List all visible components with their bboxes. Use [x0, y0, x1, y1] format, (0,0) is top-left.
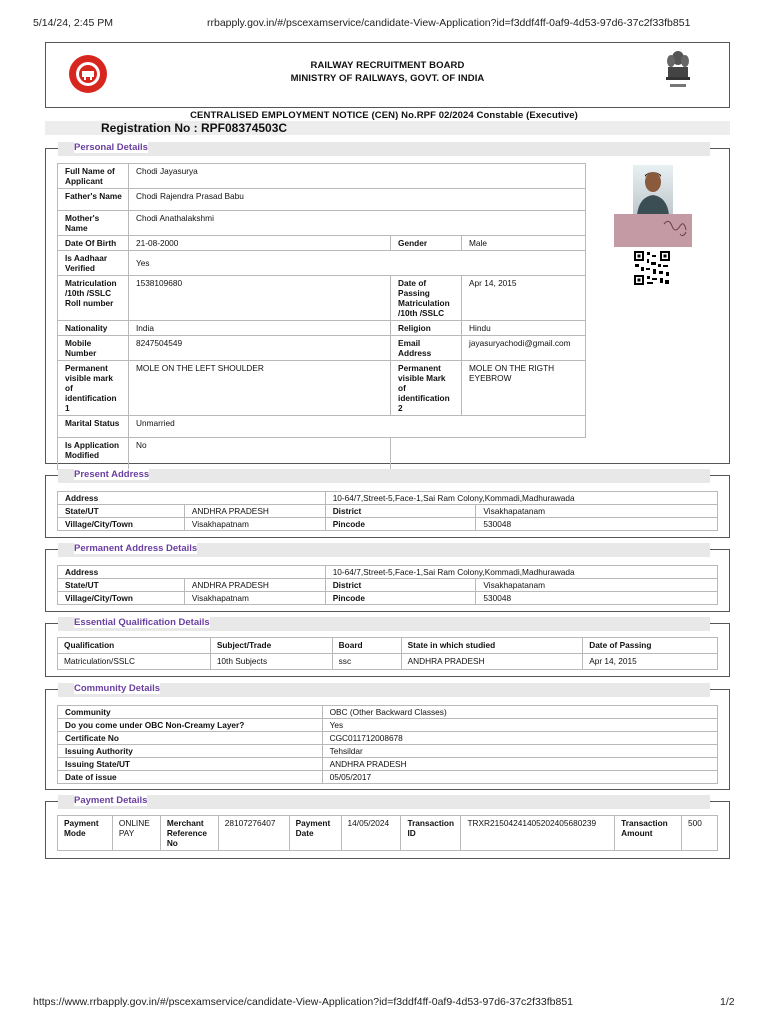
label-email: Email Address [391, 336, 462, 361]
gender-value: Male [462, 236, 586, 251]
label-dob: Date Of Birth [58, 236, 129, 251]
qual-header-board: Board [332, 638, 401, 654]
qualification-table [57, 637, 718, 670]
matric-roll-value: 1538109680 [128, 276, 390, 321]
person-photo-icon [633, 165, 673, 215]
mark1-value: MOLE ON THE LEFT SHOULDER [128, 361, 390, 416]
transaction-amount-value: 500 [682, 816, 718, 851]
label-certificate-no: Certificate No [58, 732, 323, 745]
applicant-photo [633, 165, 673, 215]
payment-title: Payment Details [74, 795, 148, 806]
aadhaar-value: Yes [128, 251, 585, 276]
mother-name-value: Chodi Anathalakshmi [128, 211, 585, 236]
payment-bar [58, 795, 710, 809]
payment-table [57, 815, 718, 851]
permanent-address-table [57, 565, 718, 605]
label-matric-roll: Matriculation /10th /SSLC Roll number [58, 276, 129, 321]
present-address-bar [58, 469, 710, 483]
label-present-city: Village/City/Town [58, 518, 185, 531]
present-address-value: 10-64/7,Street-5,Face-1,Sai Ram Colony,Kommadi,Madhurawada [325, 492, 717, 505]
present-pincode-value: 530048 [476, 518, 718, 531]
qual-value-qualification: Matriculation/SSLC [58, 654, 211, 670]
personal-table [57, 163, 586, 470]
label-issuing-authority: Issuing Authority [58, 745, 323, 758]
label-community: Community [58, 706, 323, 719]
qr-code-icon [633, 250, 671, 286]
personal-section-bar [58, 142, 710, 156]
qual-header-subject: Subject/Trade [210, 638, 332, 654]
print-url-top: rrbapply.gov.in/#/pscexamservice/candidate-View-Application?id=f3ddf4ff-0af9-4d53-97d6-37c2f33fb851 [207, 17, 691, 29]
label-permanent-city: Village/City/Town [58, 592, 185, 605]
ministry-name: MINISTRY OF RAILWAYS, GOVT. OF INDIA [290, 73, 485, 84]
qual-value-subject: 10th Subjects [210, 654, 332, 670]
label-gender: Gender [391, 236, 462, 251]
present-address-table [57, 491, 718, 531]
qual-header-date: Date of Passing [583, 638, 718, 654]
label-merchant-ref: Merchant Reference No [160, 816, 218, 851]
label-payment-date: Payment Date [289, 816, 341, 851]
permanent-pincode-value: 530048 [476, 592, 718, 605]
label-permanent-address: Address [58, 566, 326, 579]
father-name-value: Chodi Rajendra Prasad Babu [128, 189, 585, 211]
payment-mode-value: ONLINE PAY [112, 816, 160, 851]
dob-value: 21-08-2000 [128, 236, 390, 251]
merchant-ref-value: 28107276407 [218, 816, 289, 851]
permanent-city-value: Visakhapatnam [184, 592, 325, 605]
header-box [45, 42, 730, 108]
print-url-bottom: https://www.rrbapply.gov.in/#/pscexamservice/candidate-View-Application?id=f3ddf4ff-0af9-4d53-97d6-37c2f33fb851 [33, 996, 574, 1008]
community-table [57, 705, 718, 784]
signature-image [614, 214, 692, 247]
label-present-pincode: Pincode [325, 518, 476, 531]
label-transaction-amount: Transaction Amount [615, 816, 682, 851]
qualification-title: Essential Qualification Details [74, 617, 210, 628]
label-nationality: Nationality [58, 321, 129, 336]
transaction-id-value: TRXR2150424140520240568023​9 [461, 816, 615, 851]
label-mother-name: Mother's Name [58, 211, 129, 236]
present-city-value: Visakhapatnam [184, 518, 325, 531]
board-name: RAILWAY RECRUITMENT BOARD [310, 60, 465, 71]
permanent-district-value: Visakhapatanam [476, 579, 718, 592]
national-emblem-icon [664, 49, 692, 93]
qual-value-date: Apr 14, 2015 [583, 654, 718, 670]
nationality-value: India [128, 321, 390, 336]
full-name-value: Chodi Jayasurya [128, 164, 585, 189]
label-non-creamy: Do you come under OBC Non-Creamy Layer? [58, 719, 323, 732]
modified-value: No [128, 438, 390, 470]
label-mark1: Permanent visible mark of identification 1 [58, 361, 129, 416]
qual-value-board: ssc [332, 654, 401, 670]
label-modified: Is Application Modified [58, 438, 129, 470]
marital-value: Unmarried [128, 416, 585, 438]
date-of-issue-value: 05/05/2017 [322, 771, 717, 784]
issuing-state-value: ANDHRA PRADESH [322, 758, 717, 771]
label-aadhaar: Is Aadhaar Verified [58, 251, 129, 276]
permanent-address-value: 10-64/7,Street-5,Face-1,Sai Ram Colony,Kommadi,Madhurawada [325, 566, 717, 579]
label-permanent-district: District [325, 579, 476, 592]
label-mark2: Permanent visible Mark of identification 2 [391, 361, 462, 416]
non-creamy-value: Yes [322, 719, 717, 732]
label-religion: Religion [391, 321, 462, 336]
label-permanent-pincode: Pincode [325, 592, 476, 605]
community-value: OBC (Other Backward Classes) [322, 706, 717, 719]
label-date-of-issue: Date of issue [58, 771, 323, 784]
label-permanent-state: State/UT [58, 579, 185, 592]
label-present-state: State/UT [58, 505, 185, 518]
issuing-authority-value: Tehsildar [322, 745, 717, 758]
mobile-value: 8247504549 [128, 336, 390, 361]
present-state-value: ANDHRA PRADESH [184, 505, 325, 518]
mark2-value: MOLE ON THE RIGTH EYEBROW [462, 361, 586, 416]
label-present-district: District [325, 505, 476, 518]
signature-icon [614, 214, 692, 247]
print-datetime: 5/14/24, 2:45 PM [33, 17, 113, 29]
religion-value: Hindu [462, 321, 586, 336]
label-full-name: Full Name of Applicant [58, 164, 129, 189]
personal-section-title: Personal Details [74, 142, 148, 153]
payment-date-value: 14/05/2024 [341, 816, 401, 851]
community-title: Community Details [74, 683, 161, 694]
qual-header-state: State in which studied [401, 638, 583, 654]
qual-value-state: ANDHRA PRADESH [401, 654, 583, 670]
matric-date-value: Apr 14, 2015 [462, 276, 586, 321]
present-district-value: Visakhapatanam [476, 505, 718, 518]
label-payment-mode: Payment Mode [58, 816, 113, 851]
label-present-address: Address [58, 492, 326, 505]
label-issuing-state: Issuing State/UT [58, 758, 323, 771]
permanent-address-title: Permanent Address Details [74, 543, 198, 554]
present-address-title: Present Address [74, 469, 150, 480]
label-father-name: Father's Name [58, 189, 129, 211]
cen-title: CENTRALISED EMPLOYMENT NOTICE (CEN) No.RPF 02/2024 Constable (Executive) [190, 110, 578, 121]
permanent-state-value: ANDHRA PRADESH [184, 579, 325, 592]
label-marital: Marital Status [58, 416, 129, 438]
label-matric-date: Date of Passing Matriculation /10th /SSLC [391, 276, 462, 321]
print-page-number: 1/2 [720, 996, 735, 1008]
certificate-no-value: CGC011712008678 [322, 732, 717, 745]
label-mobile: Mobile Number [58, 336, 129, 361]
qual-header-qualification: Qualification [58, 638, 211, 654]
label-transaction-id: Transaction ID [401, 816, 461, 851]
email-value: jayasuryachodi@gmail.com [462, 336, 586, 361]
registration-number: Registration No : RPF08374503C [101, 121, 288, 135]
